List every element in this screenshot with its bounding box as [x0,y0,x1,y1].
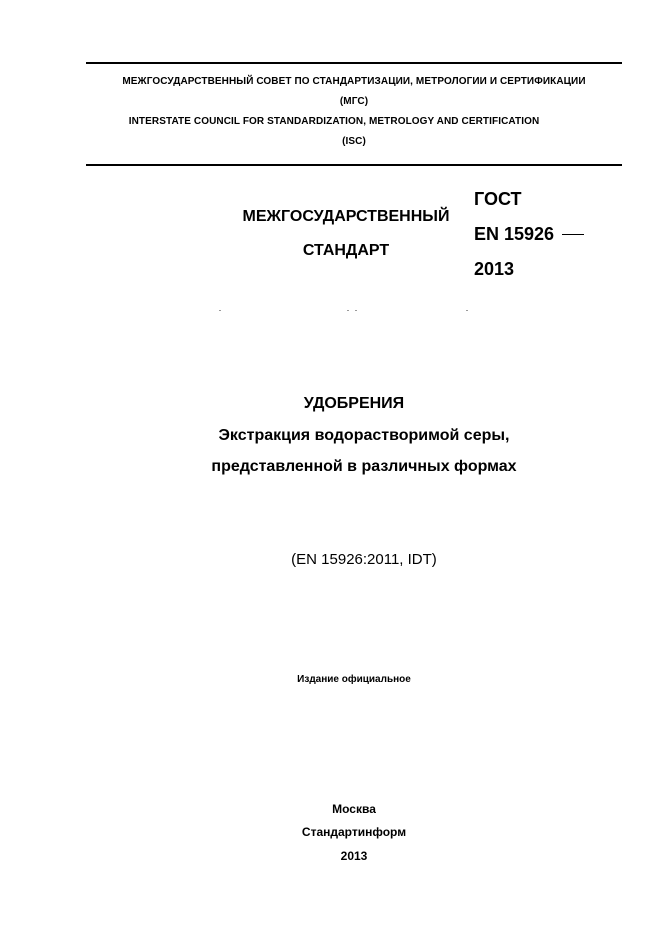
edition-label: Издание официальное [297,674,411,685]
title-line3: представленной в различных формах [211,458,517,475]
top-rule [86,62,622,64]
gost-number-wrap [474,217,554,252]
standard-type-line1: МЕЖГОСУДАРСТВЕННЫЙ [242,208,450,225]
gost-number: EN 15926 [474,224,555,244]
council-name-ru: МЕЖГОСУДАРСТВЕННЫЙ СОВЕТ ПО СТАНДАРТИЗАЦИИ, МЕТРОЛОГИИ И СЕРТИФИКАЦИИ [122,76,586,87]
imprint-city: Москва [332,802,376,816]
gost-designation [474,182,554,287]
gost-prefix: ГОСТ [474,189,522,209]
council-abbr-ru: (МГС) [339,96,369,107]
council-name-en: INTERSTATE COUNCIL FOR STANDARDIZATION, METROLOGY AND CERTIFICATION [128,116,540,127]
imprint-publisher: Стандартинформ [301,825,407,839]
title-main: УДОБРЕНИЯ [303,395,405,412]
gost-year: 2013 [474,259,515,279]
imprint-year: 2013 [340,849,368,863]
bottom-rule [86,164,622,166]
gost-dash [562,234,584,235]
standard-type-line2: СТАНДАРТ [302,242,390,259]
title-line2: Экстракция водорастворимой серы, [218,427,510,444]
reference-standard: (EN 15926:2011, IDT) [291,551,437,568]
faint-dot-line [0,310,661,314]
council-abbr-en: (ISC) [342,136,366,147]
